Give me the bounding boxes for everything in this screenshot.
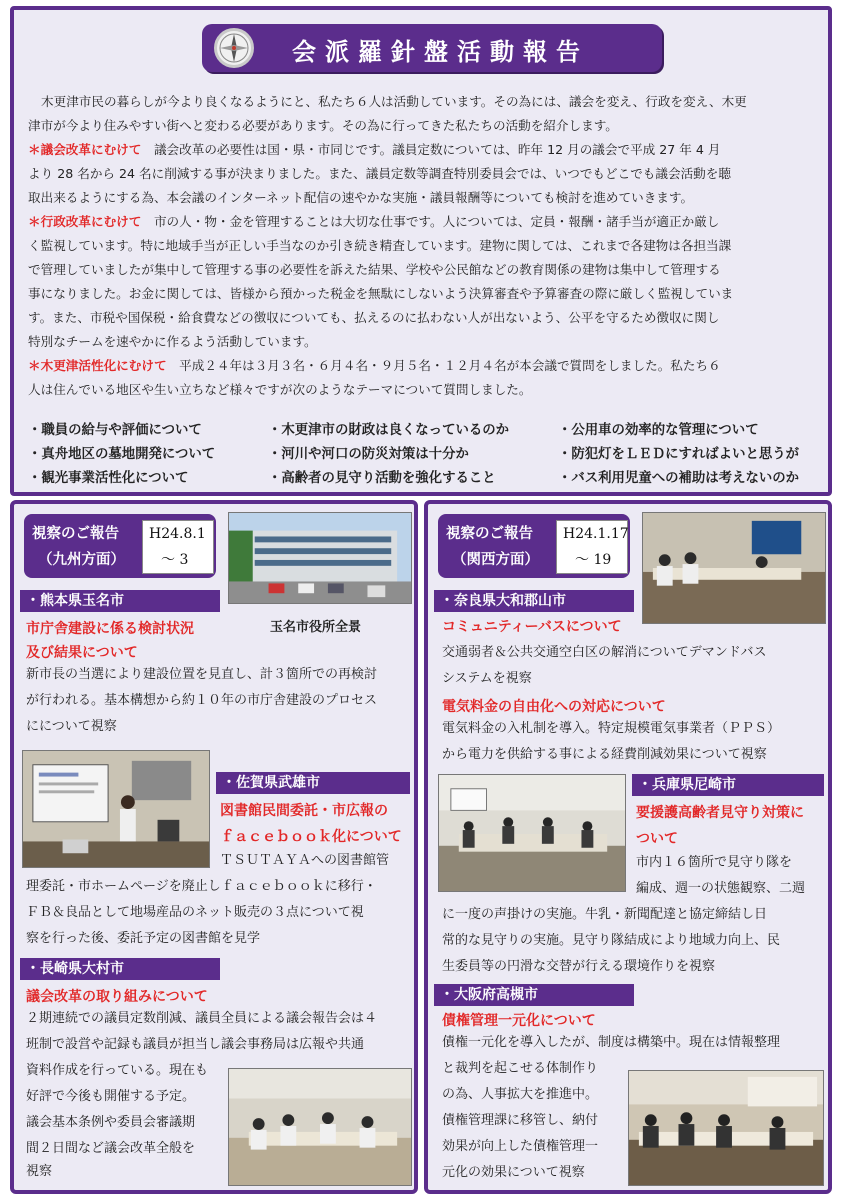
city-heading: ・大阪府高槻市 bbox=[434, 984, 634, 1006]
report-text: 間２日間など議会改革全般を bbox=[26, 1141, 196, 1156]
report-text: 好評で今後も開催する予定。 bbox=[26, 1089, 196, 1104]
intro-line: 津市が今より住みやすい街へと変わる必要があります。その為に行ってきた私たちの活動を紹介します。 bbox=[28, 118, 618, 133]
report-text: 資料作成を行っている。現在も bbox=[26, 1063, 209, 1078]
section-line: 平成２４年は３月３名・６月４名・９月５名・１２月４名が本会議で質問をしました。私たち６ bbox=[179, 358, 721, 373]
city-hall-photo bbox=[228, 512, 412, 604]
report-text: 債権管理課に移管し、納付 bbox=[442, 1113, 599, 1128]
report-text: ＴＳＵＴＡＹＡへの図書館管 bbox=[220, 853, 390, 868]
topic-subtitle: 及び結果について bbox=[26, 645, 138, 661]
presentation-photo bbox=[22, 750, 210, 868]
topic-subtitle: ｆａｃｅｂｏｏｋ化について bbox=[220, 829, 402, 845]
kyushu-report-panel bbox=[10, 500, 418, 1194]
report-text: 班制で設営や記録も議員が担当し議会事務局は広報や共通 bbox=[26, 1037, 365, 1052]
inspection-date bbox=[556, 520, 628, 574]
inspection-title: 視察のご報告 bbox=[32, 526, 119, 542]
topic-item: ・真舟地区の墓地開発について bbox=[28, 446, 216, 462]
photo-caption: 玉名市役所全景 bbox=[270, 620, 362, 635]
date-end: ～ 3 bbox=[161, 552, 189, 568]
compass-icon bbox=[214, 28, 254, 68]
report-text: 視察 bbox=[26, 1164, 53, 1179]
section-heading: ＊議会改革にむけて bbox=[28, 142, 142, 157]
inspection-date bbox=[142, 520, 214, 574]
section-heading: ＊行政改革にむけて bbox=[28, 214, 142, 229]
report-text: ＦＢ＆良品として地場産品のネット販売の３点について視 bbox=[26, 905, 364, 920]
date-start: H24.1.17 bbox=[563, 526, 629, 542]
section-line: く監視しています。特に地域手当が正しい手当なのか引き続き精査しています。建物に関しては、これまで各建物は各担当課 bbox=[28, 238, 732, 253]
report-text: にについて視察 bbox=[26, 719, 117, 734]
report-text: 常的な見守りの実施。見守り隊結成により地域力向上、民 bbox=[442, 933, 781, 948]
inspection-header bbox=[438, 514, 630, 578]
kansai-report-panel bbox=[424, 500, 832, 1194]
city-heading: ・佐賀県武雄市 bbox=[216, 772, 410, 794]
report-text: 元化の効果について視察 bbox=[442, 1165, 585, 1180]
topic-subtitle: 電気料金の自由化への対応について bbox=[442, 699, 666, 715]
inspection-region: （九州方面） bbox=[38, 552, 125, 568]
report-text: 議会基本条例や委員会審議期 bbox=[26, 1115, 196, 1130]
topic-item: ・職員の給与や評価について bbox=[28, 422, 202, 438]
report-text: 察を行った後、委託予定の図書館を見学 bbox=[26, 931, 261, 946]
section-line: より 28 名から 24 名に削減する事が決まりました。また、議員定数等調査特別委員会では、いつでもどこでも議会活動を聴 bbox=[28, 166, 731, 181]
topic-subtitle: 図書館民間委託・市広報の bbox=[220, 803, 388, 819]
date-end: ～ 19 bbox=[575, 552, 612, 568]
report-text: システムを視察 bbox=[442, 671, 532, 686]
intro-line: 木更津市民の暮らしが今より良くなるようにと、私たち６人は活動しています。その為には、議会を変え、行政を変え、木更 bbox=[41, 94, 747, 109]
report-body bbox=[28, 90, 822, 402]
topic-item: ・バス利用児童への補助は考えないのか bbox=[558, 470, 800, 486]
report-text: 編成、週一の状態観察、二週 bbox=[636, 881, 806, 896]
page-title: 会派羅針盤活動報告 bbox=[292, 38, 589, 66]
city-heading: ・長崎県大村市 bbox=[20, 958, 220, 980]
date-start: H24.8.1 bbox=[149, 526, 206, 542]
section-line: 取出来るようにする為、本会議のインターネット配信の速やかな実施・議員報酬等についても検討を進めていきます。 bbox=[28, 190, 694, 205]
report-text: ２期連続での議員定数削減、議員全員による議会報告会は４ bbox=[26, 1011, 378, 1026]
inspection-title: 視察のご報告 bbox=[446, 526, 533, 542]
topic-item: ・防犯灯をＬＥＤにすればよいと思うが bbox=[558, 446, 800, 462]
topic-item: ・公用車の効率的な管理について bbox=[558, 422, 759, 438]
report-text: の為、人事拡大を推進中。 bbox=[442, 1087, 599, 1102]
topic-item: ・観光事業活性化について bbox=[28, 470, 189, 486]
meeting-photo bbox=[228, 1068, 412, 1186]
topic-subtitle: 議会改革の取り組みについて bbox=[26, 989, 208, 1005]
activity-report-panel bbox=[10, 6, 832, 496]
section-line: 特別なチームを速やかに作るよう活動しています。 bbox=[28, 334, 317, 349]
report-text: 市内１６箇所で見守り隊を bbox=[636, 855, 793, 870]
bus-meeting-photo bbox=[642, 512, 826, 624]
report-text: が行われる。基本構想から約１０年の市庁舎建設のプロセス bbox=[26, 693, 378, 708]
title-bar bbox=[202, 24, 662, 72]
section-line: 議会改革の必要性は国・県・市同じです。議員定数については、昨年 12 月の議会で平成 27 年 4 月 bbox=[153, 142, 721, 157]
inspection-region: （関西方面） bbox=[452, 552, 539, 568]
section-heading: ＊木更津活性化にむけて bbox=[28, 358, 167, 373]
topic-subtitle: 債権管理一元化について bbox=[442, 1013, 596, 1029]
report-text: 生委員等の円滑な交替が行える環境作りを視察 bbox=[442, 959, 716, 974]
report-text: 理委託・市ホームページを廃止しｆａｃｅｂｏｏｋに移行・ bbox=[26, 879, 377, 894]
topic-subtitle: コミュニティーバスについて bbox=[442, 619, 622, 635]
report-text: 新市長の当選により建設位置を見直し、計３箇所での再検討 bbox=[26, 667, 378, 682]
question-topics bbox=[28, 416, 822, 488]
topic-item: ・高齢者の見守り活動を強化すること bbox=[268, 470, 496, 486]
topic-subtitle: ついて bbox=[636, 831, 678, 847]
section-line: 事になりました。お金に関しては、皆様から預かった税金を無駄にしないよう決算審査や予算審査の際に厳しく監視していま bbox=[28, 286, 734, 301]
section-line: す。また、市税や国保税・給食費などの徴収についても、払えるのに払わない人が出ないよう、公平を守るため徴収に関し bbox=[28, 310, 720, 325]
report-text: から電力を供給する事による経費削減効果について視察 bbox=[442, 747, 767, 762]
report-text: と裁判を起こせる体制作り bbox=[442, 1061, 599, 1076]
city-heading: ・奈良県大和郡山市 bbox=[434, 590, 634, 612]
city-heading: ・熊本県玉名市 bbox=[20, 590, 220, 612]
report-text: 債権一元化を導入したが、制度は構築中。現在は情報整理 bbox=[442, 1035, 781, 1050]
topic-item: ・河川や河口の防災対策は十分か bbox=[268, 446, 469, 462]
report-text: に一度の声掛けの実施。牛乳・新聞配達と協定締結し日 bbox=[442, 907, 768, 922]
report-text: 効果が向上した債権管理一 bbox=[442, 1139, 599, 1154]
topic-item: ・木更津市の財政は良くなっているのか bbox=[268, 422, 510, 438]
inspection-header bbox=[24, 514, 216, 578]
topic-subtitle: 市庁舎建設に係る検討状況 bbox=[26, 621, 194, 637]
section-line: 人は住んでいる地区や生い立ちなど様々ですが次のようなテーマについて質問しました。 bbox=[28, 382, 532, 397]
report-text: 交通弱者＆公共交通空白区の解消についてデマンドバス bbox=[442, 645, 767, 660]
section-line: で管理していましたが集中して管理する事の必要性を訴えた結果、学校や公民館などの教育関係の建物は集中して管理する bbox=[28, 262, 721, 277]
topic-subtitle: 要援護高齢者見守り対策に bbox=[636, 805, 804, 821]
takatsuki-meeting-photo bbox=[628, 1070, 824, 1186]
city-heading: ・兵庫県尼崎市 bbox=[632, 774, 824, 796]
amagasaki-meeting-photo bbox=[438, 774, 626, 892]
report-text: 電気料金の入札制を導入。特定規模電気事業者（ＰＰＳ） bbox=[442, 721, 781, 736]
section-line: 市の人・物・金を管理することは大切な仕事です。人については、定員・報酬・諸手当が適正か厳し bbox=[153, 214, 720, 229]
